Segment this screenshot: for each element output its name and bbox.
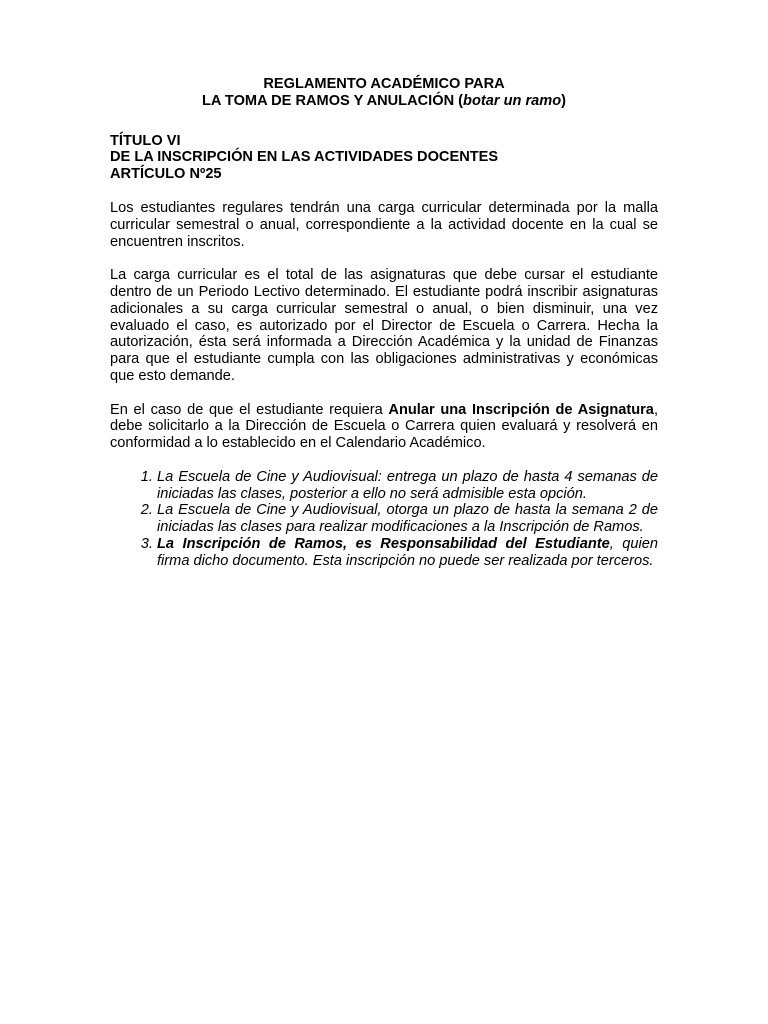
paragraph-definicion-carga: La carga curricular es el total de las asignaturas que debe cursar el estudiante dentro de un Periodo Lectivo determinado. El estudiante podrá inscribir asignaturas adicionales a su carga curricular semestral o anual, o bien disminuir, una vez evaluado el caso, es autorizado por el Director de Escuela o Carrera. Hecha la autorización, ésta será informada a Dirección Académica y la unidad de Finanzas para que el estudiante cumpla con las obligaciones administrativas y económicas que esto demande. bbox=[110, 267, 658, 384]
paragraph-anulacion bbox=[110, 402, 658, 452]
paragraph-anulacion-start: En el caso de que el estudiante requiera bbox=[110, 401, 389, 418]
paragraph-anulacion-end: , debe solicitarlo a la Dirección de Escuela o Carrera quien evaluará y resolverá en conformidad a lo establecido en el Calendario Académico. bbox=[110, 401, 658, 452]
title-line-2 bbox=[110, 93, 658, 110]
document-title bbox=[110, 76, 658, 110]
title-line-2-italic: botar un ramo bbox=[463, 92, 562, 109]
title-line-1: REGLAMENTO ACADÉMICO PARA bbox=[263, 76, 505, 92]
subtitulo-heading: DE LA INSCRIPCIÓN EN LAS ACTIVIDADES DOCENTES bbox=[110, 149, 499, 166]
document-page bbox=[110, 76, 658, 570]
paragraph-anulacion-bold: Anular una Inscripción de Asignatura bbox=[388, 401, 654, 418]
articulo-heading: ARTÍCULO Nº25 bbox=[110, 166, 222, 183]
rules-list bbox=[110, 469, 658, 570]
list-item-bold: La Inscripción de Ramos, es Responsabilidad del Estudiante bbox=[157, 535, 610, 552]
list-item-rest: , quien firma dicho documento. Esta inscripción no puede ser realizada por terceros. bbox=[157, 535, 659, 569]
title-line-2-end: ) bbox=[561, 92, 567, 109]
title-line-2-start: LA TOMA DE RAMOS Y ANULACIÓN ( bbox=[201, 92, 464, 109]
list-item: 2. La Escuela de Cine y Audiovisual, otorga un plazo de hasta la semana 2 de iniciadas las clases para realizar modificaciones a la Inscripción de Ramos. bbox=[157, 502, 658, 536]
titulo-heading: TÍTULO VI bbox=[110, 132, 181, 149]
section-heading bbox=[110, 133, 658, 183]
list-item bbox=[157, 536, 658, 570]
list-item: 1. La Escuela de Cine y Audiovisual: entrega un plazo de hasta 4 semanas de iniciadas las clases, posterior a ello no será admisible esta opción. bbox=[157, 469, 658, 503]
paragraph-carga-curricular: Los estudiantes regulares tendrán una carga curricular determinada por la malla curricular semestral o anual, correspondiente a la actividad docente en la cual se encuentren inscritos. bbox=[110, 199, 658, 250]
